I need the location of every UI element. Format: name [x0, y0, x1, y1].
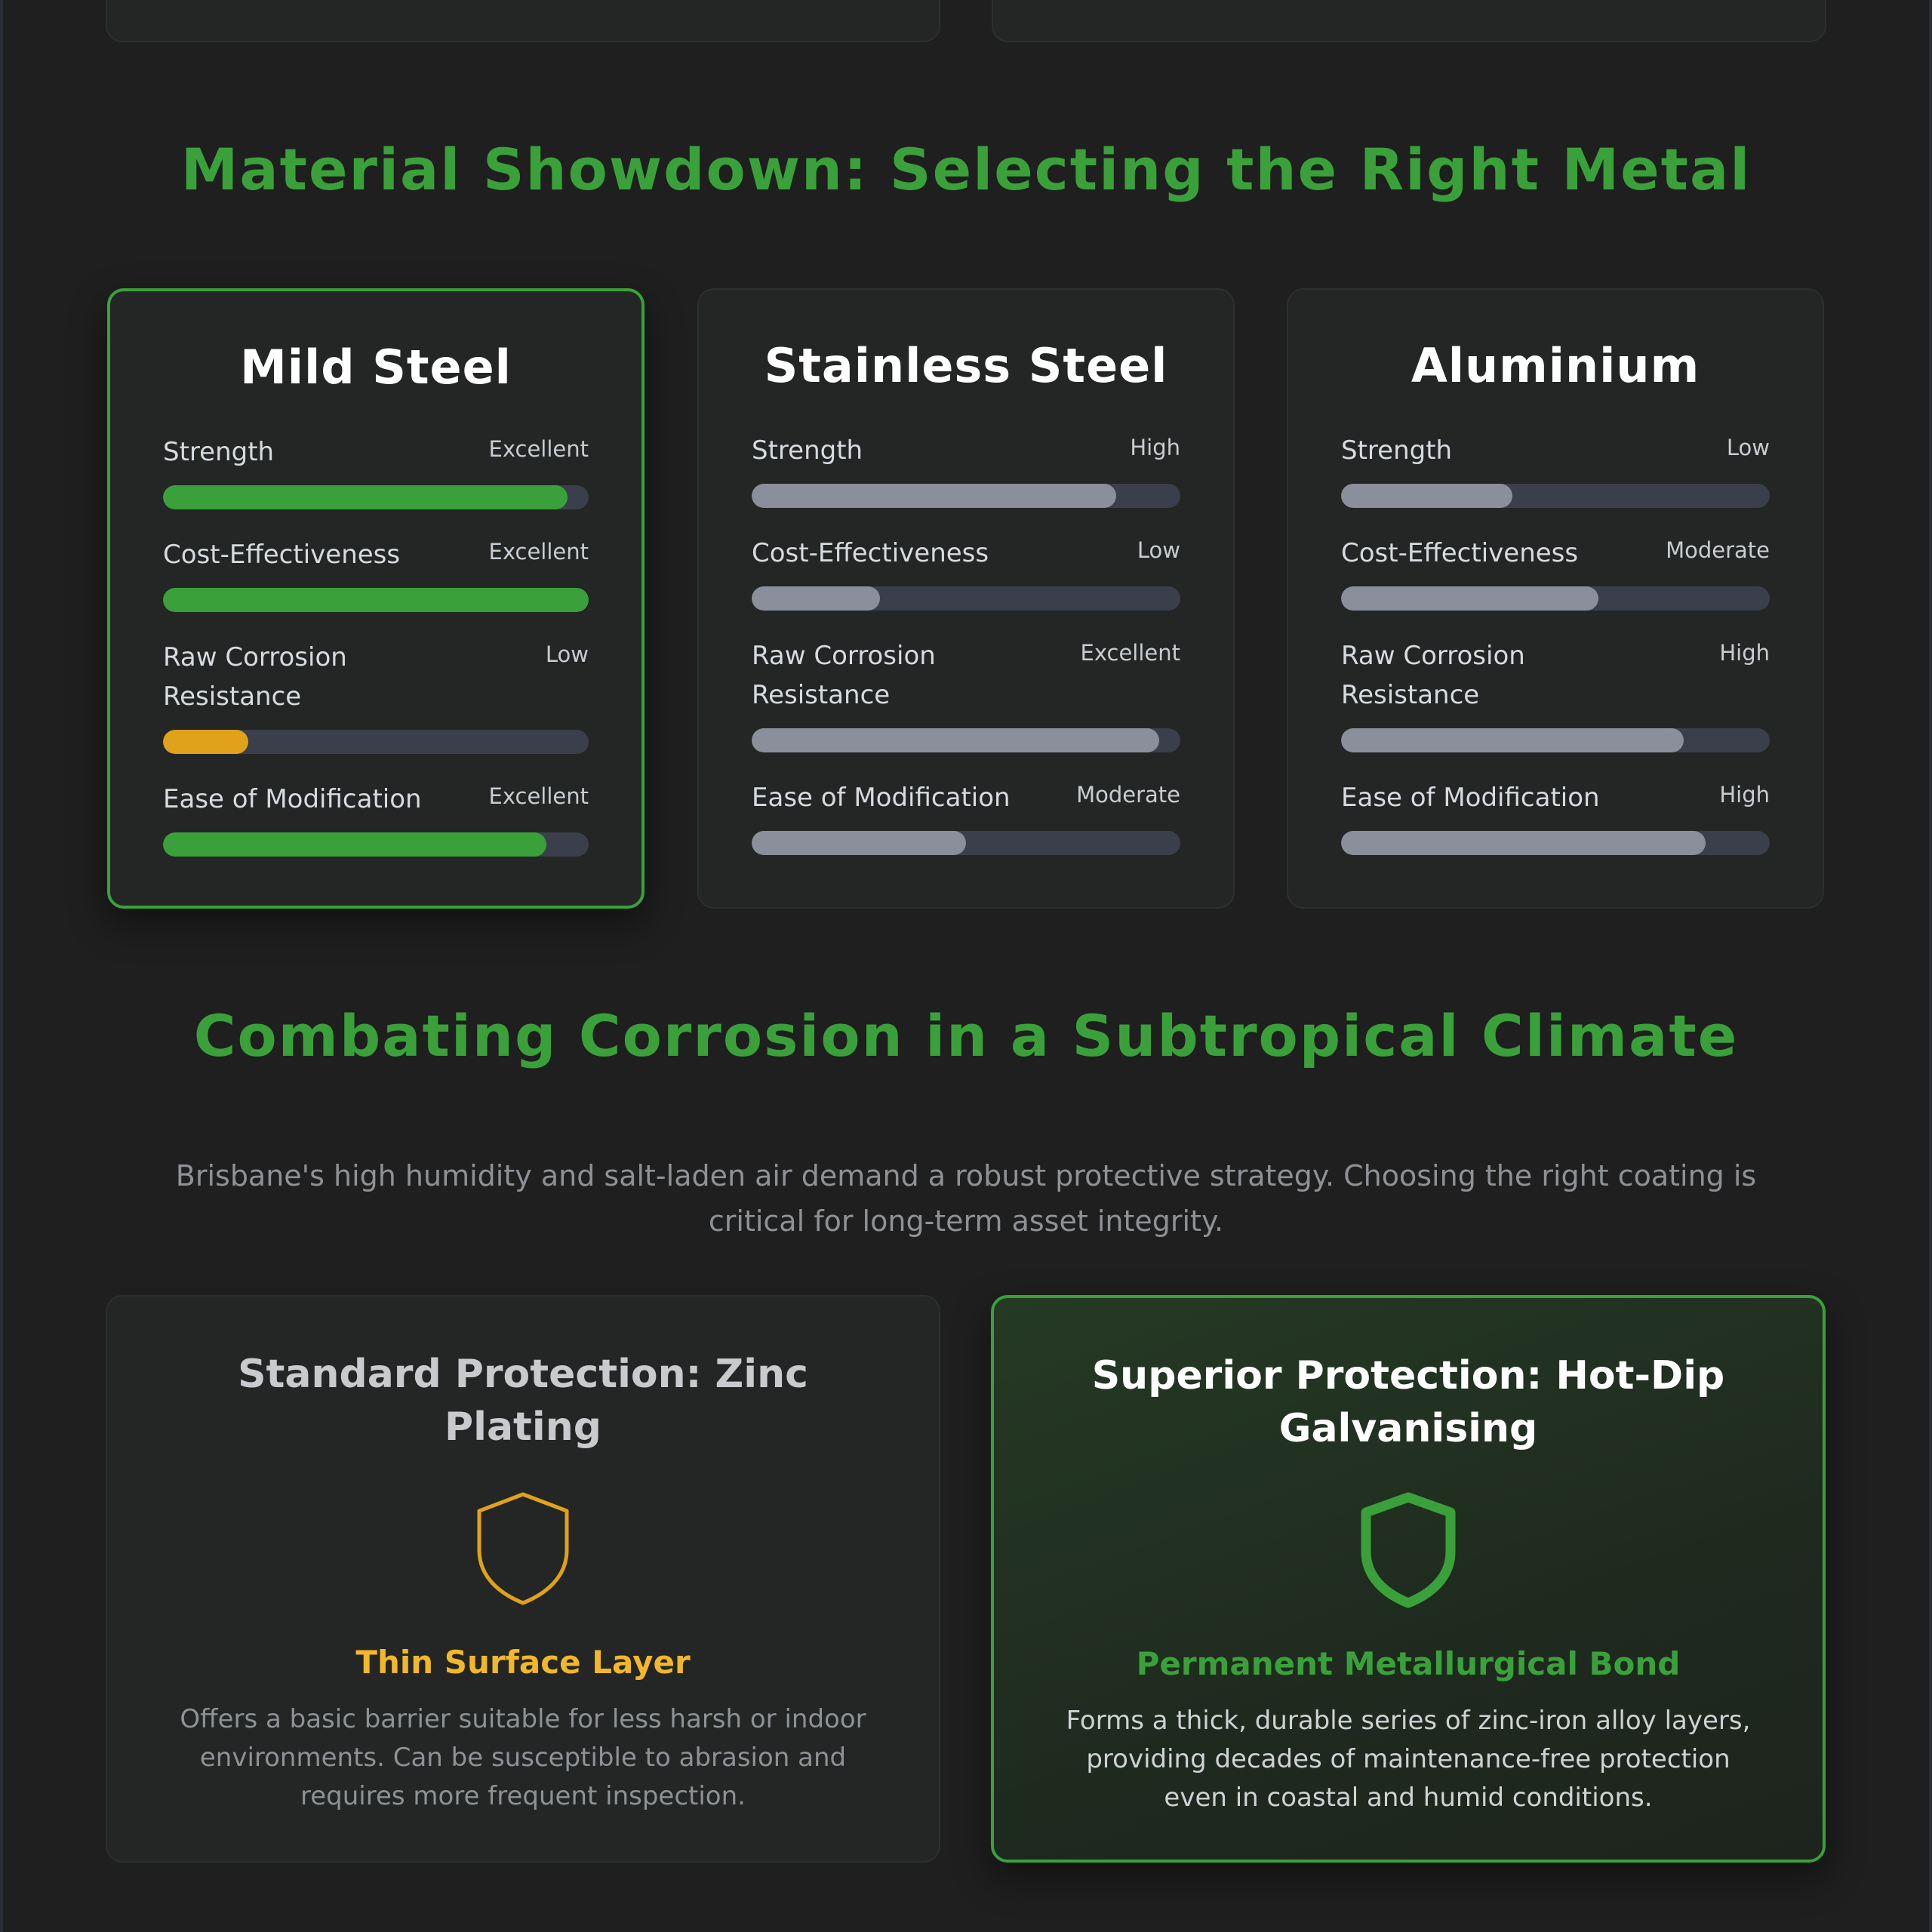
metric-row	[1341, 534, 1770, 611]
shield-thick-icon	[1355, 1490, 1461, 1611]
material-card-stainless-steel	[697, 288, 1235, 909]
metric-row	[752, 431, 1180, 508]
protection-subtitle: Permanent Metallurgical Bond	[1136, 1645, 1681, 1682]
material-name: Mild Steel	[240, 340, 512, 395]
metric-row	[1341, 636, 1770, 752]
rating-bar	[1341, 484, 1770, 508]
metric-label: Ease of Modification	[163, 784, 422, 814]
corrosion-section-title: Combating Corrosion in a Subtropical Climate	[193, 1002, 1739, 1069]
rating-bar	[163, 730, 589, 754]
materials-section-title: Material Showdown: Selecting the Right Metal	[180, 136, 1752, 203]
rating-bar	[163, 588, 589, 612]
rating-bar-fill	[163, 730, 248, 754]
metrics-list	[1288, 393, 1823, 855]
metric-label: Cost-Effectiveness	[1341, 538, 1579, 568]
rating-bar	[752, 831, 1180, 855]
rating-bar-fill	[163, 485, 568, 509]
protection-description: Offers a basic barrier suitable for less harsh or indoor environments. Can be susceptible to abrasion and requires more frequent inspection.	[180, 1704, 866, 1811]
metric-label: Ease of Modification	[752, 783, 1011, 813]
rating-bar	[752, 586, 1180, 611]
metric-label: Strength	[163, 437, 275, 467]
rating-bar-fill	[1341, 586, 1598, 611]
protection-description: Forms a thick, durable series of zinc-iron alloy layers, providing decades of maintenance-free protection even in coastal and humid conditions.	[1066, 1706, 1751, 1813]
material-card-mild-steel	[107, 288, 645, 909]
metric-row	[163, 780, 589, 857]
rating-bar	[1341, 831, 1770, 855]
metric-rating: High	[1719, 640, 1770, 666]
material-name: Aluminium	[1411, 338, 1700, 393]
rating-bar-fill	[752, 484, 1116, 508]
page-right-edge	[1929, 0, 1932, 1932]
metric-rating: Excellent	[1080, 640, 1180, 666]
metric-row	[1341, 778, 1770, 855]
rating-bar	[752, 484, 1180, 508]
rating-bar-fill	[1341, 831, 1706, 855]
metric-rating: Excellent	[488, 539, 589, 565]
rating-bar-fill	[1341, 728, 1684, 752]
metric-rating: High	[1719, 782, 1770, 808]
rating-bar	[1341, 728, 1770, 752]
metric-label: Raw Corrosion Resistance	[163, 642, 347, 712]
metric-label: Strength	[1341, 435, 1453, 466]
metric-label: Cost-Effectiveness	[752, 538, 989, 568]
metric-rating: Excellent	[488, 783, 589, 809]
protection-title: Standard Protection: Zinc Plating	[238, 1352, 808, 1450]
metric-rating: Excellent	[488, 436, 589, 462]
metric-row	[1341, 431, 1770, 508]
metric-row	[163, 535, 589, 612]
protection-card-hot-dip-galvanising	[991, 1295, 1826, 1863]
rating-bar-fill	[1341, 484, 1512, 508]
metric-rating: Moderate	[1666, 537, 1770, 563]
metric-label: Cost-Effectiveness	[163, 540, 401, 570]
page-left-edge	[0, 0, 3, 1932]
metric-row	[752, 534, 1180, 611]
metric-row	[752, 778, 1180, 855]
rating-bar	[163, 485, 589, 509]
rating-bar-fill	[752, 831, 966, 855]
metric-label: Raw Corrosion Resistance	[752, 641, 936, 710]
metric-rating: Low	[545, 641, 589, 667]
metrics-list	[110, 395, 641, 857]
metrics-list	[699, 393, 1233, 855]
rating-bar	[1341, 586, 1770, 611]
metric-rating: Low	[1137, 537, 1180, 563]
metric-label: Ease of Modification	[1341, 783, 1600, 813]
metric-rating: Moderate	[1076, 782, 1180, 808]
metric-row	[752, 636, 1180, 752]
material-name: Stainless Steel	[764, 338, 1168, 393]
previous-card-left	[106, 0, 940, 42]
rating-bar-fill	[752, 728, 1159, 752]
rating-bar-fill	[163, 588, 589, 612]
rating-bar	[163, 832, 589, 857]
metric-label: Raw Corrosion Resistance	[1341, 641, 1525, 710]
previous-card-right	[992, 0, 1826, 42]
rating-bar-fill	[752, 586, 880, 611]
rating-bar	[752, 728, 1180, 752]
corrosion-intro-text: Brisbane's high humidity and salt-laden air demand a robust protective strategy. Choosing the right coating is critical for long-term asset integrity.	[175, 1159, 1757, 1238]
rating-bar-fill	[163, 832, 546, 857]
metric-row	[163, 432, 589, 509]
protection-title: Superior Protection: Hot-Dip Galvanising	[1091, 1353, 1725, 1451]
metric-rating: Low	[1726, 435, 1770, 460]
protection-subtitle: Thin Surface Layer	[355, 1644, 691, 1681]
metric-label: Strength	[752, 435, 863, 466]
protection-card-zinc-plating	[106, 1295, 940, 1863]
metric-rating: High	[1130, 435, 1180, 460]
material-card-aluminium	[1287, 288, 1824, 909]
shield-outline-icon	[470, 1488, 576, 1609]
metric-row	[163, 638, 589, 754]
